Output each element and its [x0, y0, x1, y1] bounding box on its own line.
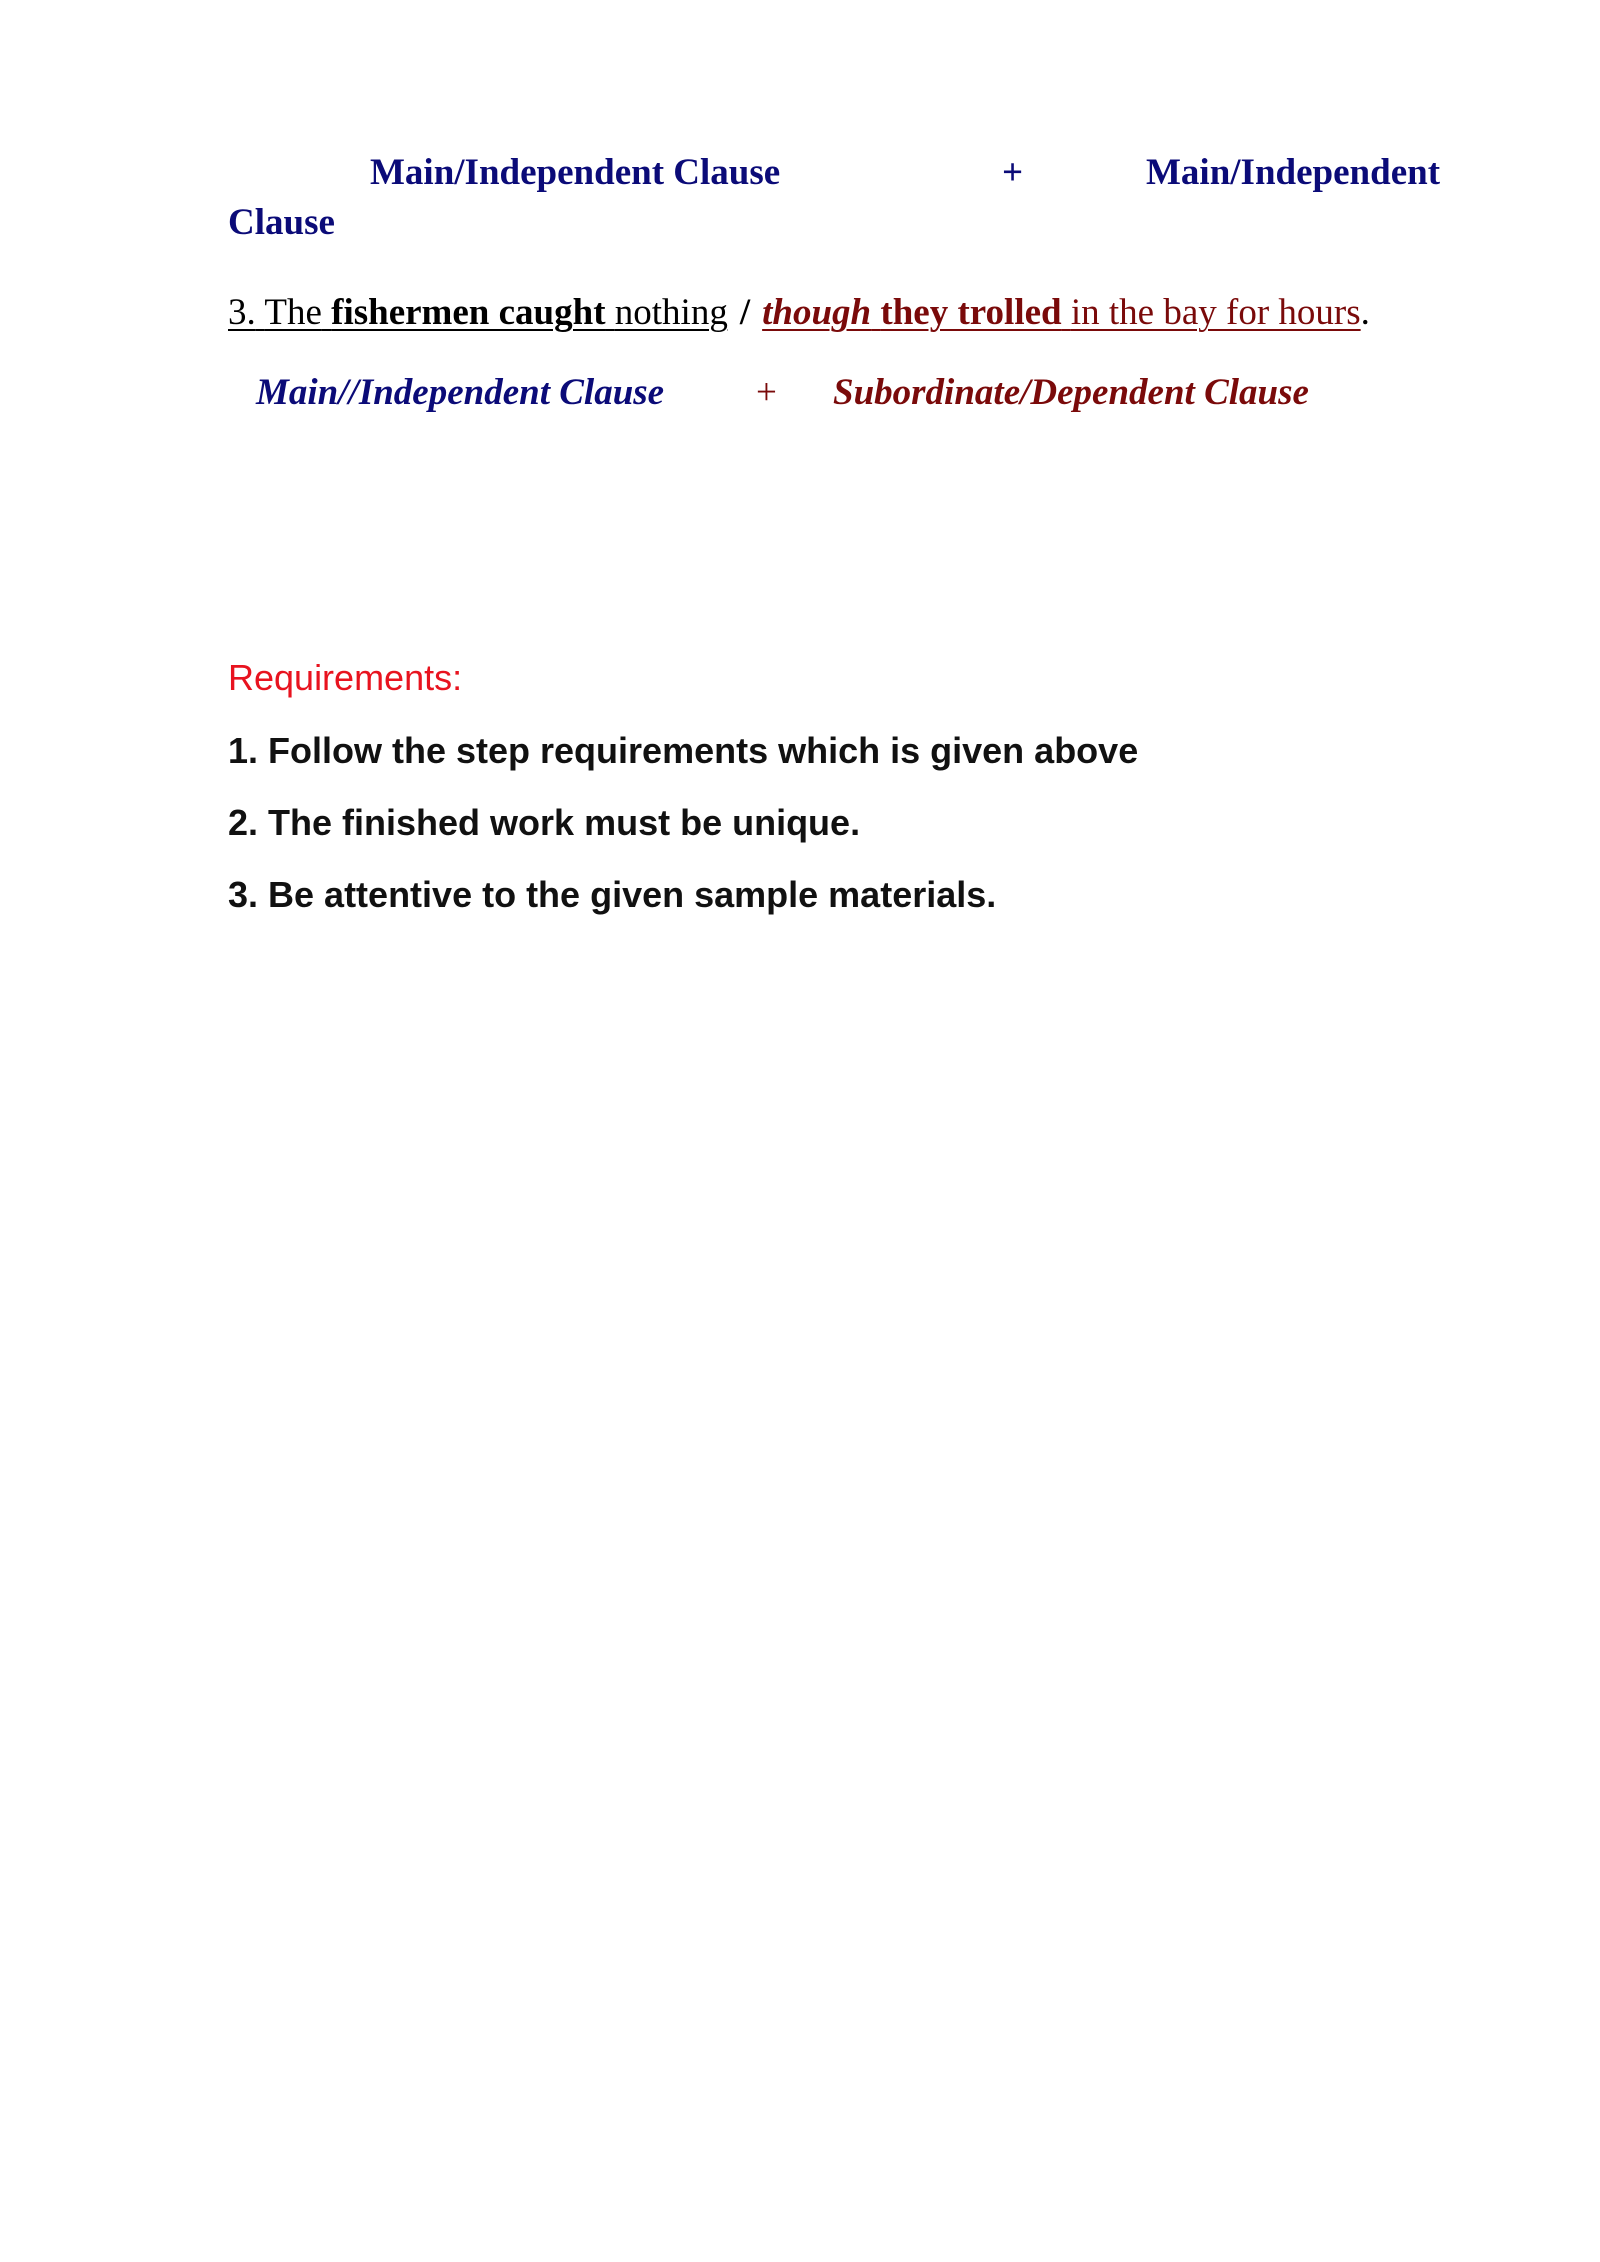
clause-labels-row-3 — [228, 368, 1448, 418]
requirement-item: 1. Follow the step requirements which is given above — [228, 730, 1139, 771]
main-clause-label-right-continued: Clause — [228, 202, 335, 243]
requirement-item: 3. Be attentive to the given sample materials. — [228, 874, 997, 915]
example-sentence-3 — [228, 287, 1370, 339]
sentence-number: 3. — [228, 292, 256, 333]
subordinate-rest: in the bay for hours — [1070, 292, 1361, 333]
clause-separator: / — [739, 292, 751, 333]
word-the: The — [264, 292, 322, 333]
subordinating-conjunction: though — [762, 292, 872, 333]
main-clause-label: Main//Independent Clause — [256, 372, 665, 413]
plus-connector: + — [1002, 152, 1024, 193]
subordinate-clause-label: Subordinate/Dependent Clause — [833, 372, 1309, 413]
end-punctuation: . — [1360, 292, 1370, 333]
main-clause-label: Main/Independent Clause — [370, 152, 781, 193]
plus-connector: + — [756, 372, 777, 413]
subject-verb: fishermen caught — [331, 292, 606, 333]
object-word: nothing — [614, 292, 728, 333]
requirements-heading: Requirements: — [228, 657, 463, 698]
requirements-list — [228, 726, 1138, 942]
subordinate-subject-verb: they trolled — [880, 292, 1062, 333]
main-clause-label-right: Main/Independent — [1146, 152, 1441, 193]
requirement-item: 2. The finished work must be unique. — [228, 802, 861, 843]
